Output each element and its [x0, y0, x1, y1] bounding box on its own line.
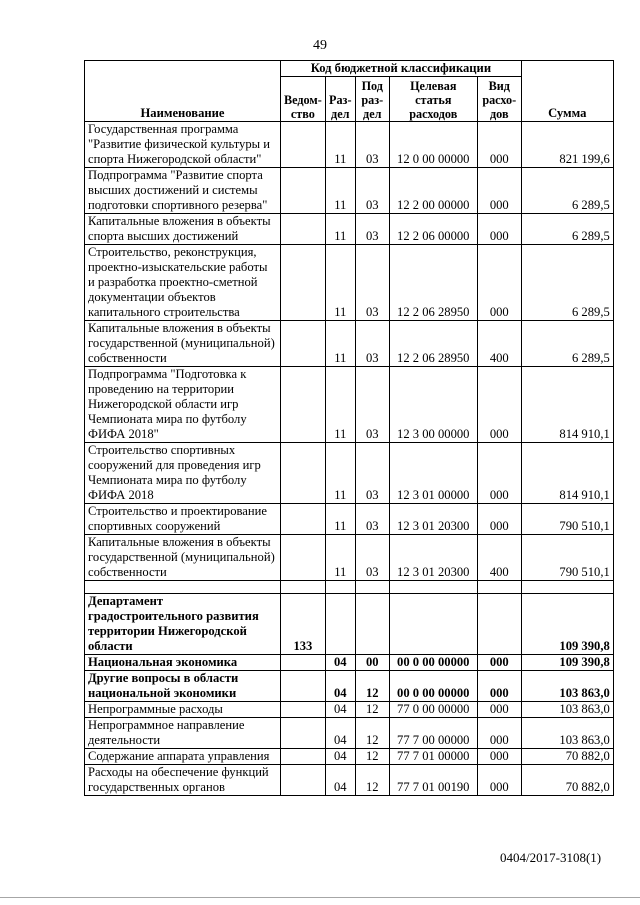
row-subsection: 03 [355, 535, 389, 581]
row-target: 77 7 01 00190 [389, 765, 477, 796]
row-target: 77 7 01 00000 [389, 749, 477, 765]
row-expense-type: 000 [477, 443, 521, 504]
empty-cell [477, 581, 521, 594]
table-row [85, 443, 614, 504]
table-row [85, 594, 614, 655]
row-amount: 6 289,5 [521, 245, 613, 321]
row-subsection: 12 [355, 765, 389, 796]
row-department: 133 [281, 594, 326, 655]
row-section: 04 [325, 718, 355, 749]
table-row [85, 168, 614, 214]
row-subsection: 03 [355, 214, 389, 245]
row-expense-type: 000 [477, 749, 521, 765]
row-subsection: 03 [355, 504, 389, 535]
row-amount: 6 289,5 [521, 168, 613, 214]
table-row [85, 214, 614, 245]
column-header-expense-type: Вид расхо- дов [477, 77, 521, 122]
row-subsection: 03 [355, 443, 389, 504]
row-section: 11 [325, 122, 355, 168]
empty-cell [85, 581, 281, 594]
empty-cell [389, 581, 477, 594]
row-department [281, 655, 326, 671]
row-amount: 70 882,0 [521, 765, 613, 796]
row-department [281, 367, 326, 443]
row-target [389, 594, 477, 655]
header-line: ство [290, 107, 315, 121]
row-expense-type: 000 [477, 765, 521, 796]
row-target: 00 0 00 00000 [389, 671, 477, 702]
row-department [281, 321, 326, 367]
row-name: Непрограммное направление деятельности [85, 718, 281, 749]
row-department [281, 535, 326, 581]
row-name: Капитальные вложения в объекты государственной (муниципальной) собственности [85, 535, 281, 581]
row-name: Национальная экономика [85, 655, 281, 671]
row-expense-type: 000 [477, 367, 521, 443]
row-department [281, 749, 326, 765]
row-expense-type: 400 [477, 535, 521, 581]
row-department [281, 765, 326, 796]
row-department [281, 214, 326, 245]
row-department [281, 245, 326, 321]
column-header-name: Наименование [85, 61, 281, 122]
column-header-amount: Сумма [521, 61, 613, 122]
row-section [325, 594, 355, 655]
row-section: 11 [325, 367, 355, 443]
column-header-section: Раз- дел [325, 77, 355, 122]
header-line: Ведом- [284, 93, 322, 107]
row-expense-type: 000 [477, 504, 521, 535]
row-section: 04 [325, 671, 355, 702]
row-name: Строительство, реконструкция, проектно-изыскательские работы и разработка проектно-сметной документации объектов капитального строительства [85, 245, 281, 321]
column-header-subsection: Под раз- дел [355, 77, 389, 122]
table-row [85, 765, 614, 796]
document-code: 0404/2017-3108(1) [500, 850, 602, 865]
row-department [281, 504, 326, 535]
row-department [281, 122, 326, 168]
row-subsection: 12 [355, 671, 389, 702]
row-amount: 109 390,8 [521, 655, 613, 671]
table-row [85, 367, 614, 443]
table-row [85, 655, 614, 671]
empty-cell [355, 581, 389, 594]
row-section: 11 [325, 245, 355, 321]
row-department [281, 671, 326, 702]
row-expense-type: 000 [477, 168, 521, 214]
row-amount: 70 882,0 [521, 749, 613, 765]
row-department [281, 702, 326, 718]
scan-artifact-line [0, 897, 640, 898]
row-subsection: 12 [355, 718, 389, 749]
row-name: Строительство и проектирование спортивных сооружений [85, 504, 281, 535]
row-subsection: 03 [355, 321, 389, 367]
column-header-target: Целевая статья расходов [389, 77, 477, 122]
row-section: 11 [325, 321, 355, 367]
row-subsection: 03 [355, 245, 389, 321]
table-row [85, 718, 614, 749]
row-subsection: 00 [355, 655, 389, 671]
row-subsection: 03 [355, 122, 389, 168]
row-expense-type: 400 [477, 321, 521, 367]
row-name: Расходы на обеспечение функций государственных органов [85, 765, 281, 796]
table-row [85, 122, 614, 168]
row-amount: 103 863,0 [521, 702, 613, 718]
row-subsection: 03 [355, 367, 389, 443]
table-row [85, 671, 614, 702]
row-name: Подпрограмма "Подготовка к проведению на территории Нижегородской области игр Чемпионата мира по футболу ФИФА 2018" [85, 367, 281, 443]
row-target: 77 7 00 00000 [389, 718, 477, 749]
row-department [281, 443, 326, 504]
spacer-row [85, 581, 614, 594]
row-subsection [355, 594, 389, 655]
row-subsection: 12 [355, 749, 389, 765]
empty-cell [281, 581, 326, 594]
row-section: 11 [325, 535, 355, 581]
row-name: Капитальные вложения в объекты государственной (муниципальной) собственности [85, 321, 281, 367]
row-target: 12 3 01 20300 [389, 535, 477, 581]
row-expense-type: 000 [477, 214, 521, 245]
row-name: Подпрограмма "Развитие спорта высших достижений и системы подготовки спортивного резерва" [85, 168, 281, 214]
empty-cell [521, 581, 613, 594]
row-target: 12 3 00 00000 [389, 367, 477, 443]
row-section: 04 [325, 702, 355, 718]
row-target: 12 2 00 00000 [389, 168, 477, 214]
row-section: 11 [325, 214, 355, 245]
row-amount: 103 863,0 [521, 671, 613, 702]
row-target: 12 3 01 00000 [389, 443, 477, 504]
table-row [85, 245, 614, 321]
row-section: 04 [325, 765, 355, 796]
budget-table [84, 60, 614, 796]
row-amount: 790 510,1 [521, 504, 613, 535]
row-target: 00 0 00 00000 [389, 655, 477, 671]
row-expense-type: 000 [477, 245, 521, 321]
row-name: Департамент градостроительного развития территории Нижегородской области [85, 594, 281, 655]
row-target: 77 0 00 00000 [389, 702, 477, 718]
row-target: 12 2 06 28950 [389, 245, 477, 321]
page-number: 49 [313, 38, 327, 53]
row-department [281, 168, 326, 214]
table-row [85, 749, 614, 765]
row-amount: 814 910,1 [521, 443, 613, 504]
table-row [85, 535, 614, 581]
row-amount: 790 510,1 [521, 535, 613, 581]
row-subsection: 12 [355, 702, 389, 718]
table-row [85, 321, 614, 367]
row-expense-type: 000 [477, 122, 521, 168]
row-name: Капитальные вложения в объекты спорта высших достижений [85, 214, 281, 245]
row-expense-type: 000 [477, 702, 521, 718]
row-target: 12 2 06 28950 [389, 321, 477, 367]
row-amount: 109 390,8 [521, 594, 613, 655]
row-name: Государственная программа "Развитие физической культуры и спорта Нижегородской области" [85, 122, 281, 168]
row-expense-type: 000 [477, 718, 521, 749]
row-section: 04 [325, 749, 355, 765]
column-header-department [281, 77, 326, 122]
row-name: Другие вопросы в области национальной экономики [85, 671, 281, 702]
row-amount: 6 289,5 [521, 321, 613, 367]
row-name: Строительство спортивных сооружений для проведения игр Чемпионата мира по футболу ФИФА 2018 [85, 443, 281, 504]
table-row [85, 702, 614, 718]
row-amount: 6 289,5 [521, 214, 613, 245]
table-row [85, 504, 614, 535]
column-group-classification-code: Код бюджетной классификации [281, 61, 522, 77]
empty-cell [325, 581, 355, 594]
row-section: 04 [325, 655, 355, 671]
row-expense-type [477, 594, 521, 655]
row-subsection: 03 [355, 168, 389, 214]
row-name: Содержание аппарата управления [85, 749, 281, 765]
row-target: 12 3 01 20300 [389, 504, 477, 535]
row-amount: 103 863,0 [521, 718, 613, 749]
row-expense-type: 000 [477, 655, 521, 671]
row-section: 11 [325, 504, 355, 535]
row-target: 12 2 06 00000 [389, 214, 477, 245]
row-section: 11 [325, 168, 355, 214]
row-target: 12 0 00 00000 [389, 122, 477, 168]
row-amount: 814 910,1 [521, 367, 613, 443]
row-expense-type: 000 [477, 671, 521, 702]
row-department [281, 718, 326, 749]
row-name: Непрограммные расходы [85, 702, 281, 718]
row-amount: 821 199,6 [521, 122, 613, 168]
row-section: 11 [325, 443, 355, 504]
